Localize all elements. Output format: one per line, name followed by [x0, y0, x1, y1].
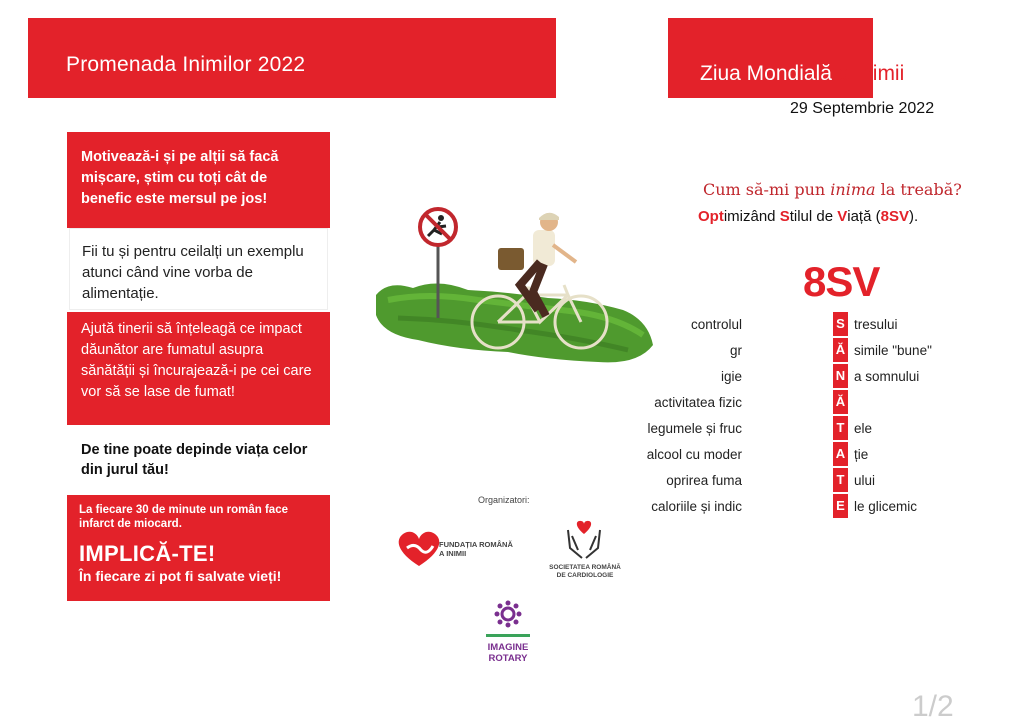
- acrostic-row: gr Ă simile "bune": [600, 338, 980, 364]
- organizers-label: Organizatori:: [478, 495, 530, 505]
- src-logo: SOCIETATEA ROMÂNĂ DE CARDIOLOGIE: [540, 520, 630, 585]
- hands-heart-icon: [564, 520, 604, 562]
- infarct-stat: La fiecare 30 de minute un român face infarct de miocard.: [79, 504, 288, 530]
- event-date: 29 Septembrie 2022: [790, 100, 935, 117]
- no-running-sign-icon: [420, 209, 456, 245]
- implica-te-heading: IMPLICĂ-TE!: [79, 541, 216, 566]
- motivation-box: Motivează-i și pe alții să facă mișcare, știm cu toți cât de benefic este mersul pe jos!: [67, 132, 330, 228]
- call-to-action-box: [67, 495, 330, 601]
- event-title: Promenada Inimilor 2022: [66, 53, 306, 76]
- acrostic-row: alcool cu moder A ție: [600, 442, 980, 468]
- acrostic-row: legumele și fruc T ele: [600, 416, 980, 442]
- acrostic-row: controlul S tresului: [600, 312, 980, 338]
- rotary-gear-icon: [494, 600, 522, 628]
- acrostic-row: oprirea fuma T ului: [600, 468, 980, 494]
- 8sv-explanation: Optimizând Stilul de Viață (8SV).: [698, 208, 919, 225]
- acrostic-row: caloriile și indic E le glicemic: [600, 494, 980, 520]
- world-heart-day-title: Ziua Mondială a Inimii: [700, 62, 905, 85]
- acrostic-row: igie N a somnului: [600, 364, 980, 390]
- header-banner-left: [28, 18, 556, 98]
- 8sv-title: 8SV: [803, 258, 880, 305]
- question-heading: Cum să-mi pun inima la treabă?: [703, 180, 962, 199]
- rotary-logo: IMAGINE ROTARY: [478, 600, 538, 680]
- saved-lives-text: În fiecare zi pot fi salvate vieți!: [79, 568, 282, 584]
- nutrition-box: Fii tu și pentru ceilalți un exemplu atunci când vine vorba de alimentație.: [69, 228, 328, 310]
- frf-logo: FUNDAȚIA ROMÂNĂ A INIMII: [395, 528, 520, 573]
- smoking-box: Ajută tinerii să înțeleagă ce impact dăunător are fumatul asupra sănătății și încurajează-i pe cei care vor să se lase de fumat!: [67, 312, 330, 425]
- acrostic-row: activitatea fizic Ă: [600, 390, 980, 416]
- page-number: 1/2: [912, 690, 954, 723]
- depinde-text: De tine poate depinde viața celor din jurul tău!: [81, 442, 308, 478]
- heart-logo-icon: [395, 528, 443, 570]
- header-banner-right: [668, 18, 873, 98]
